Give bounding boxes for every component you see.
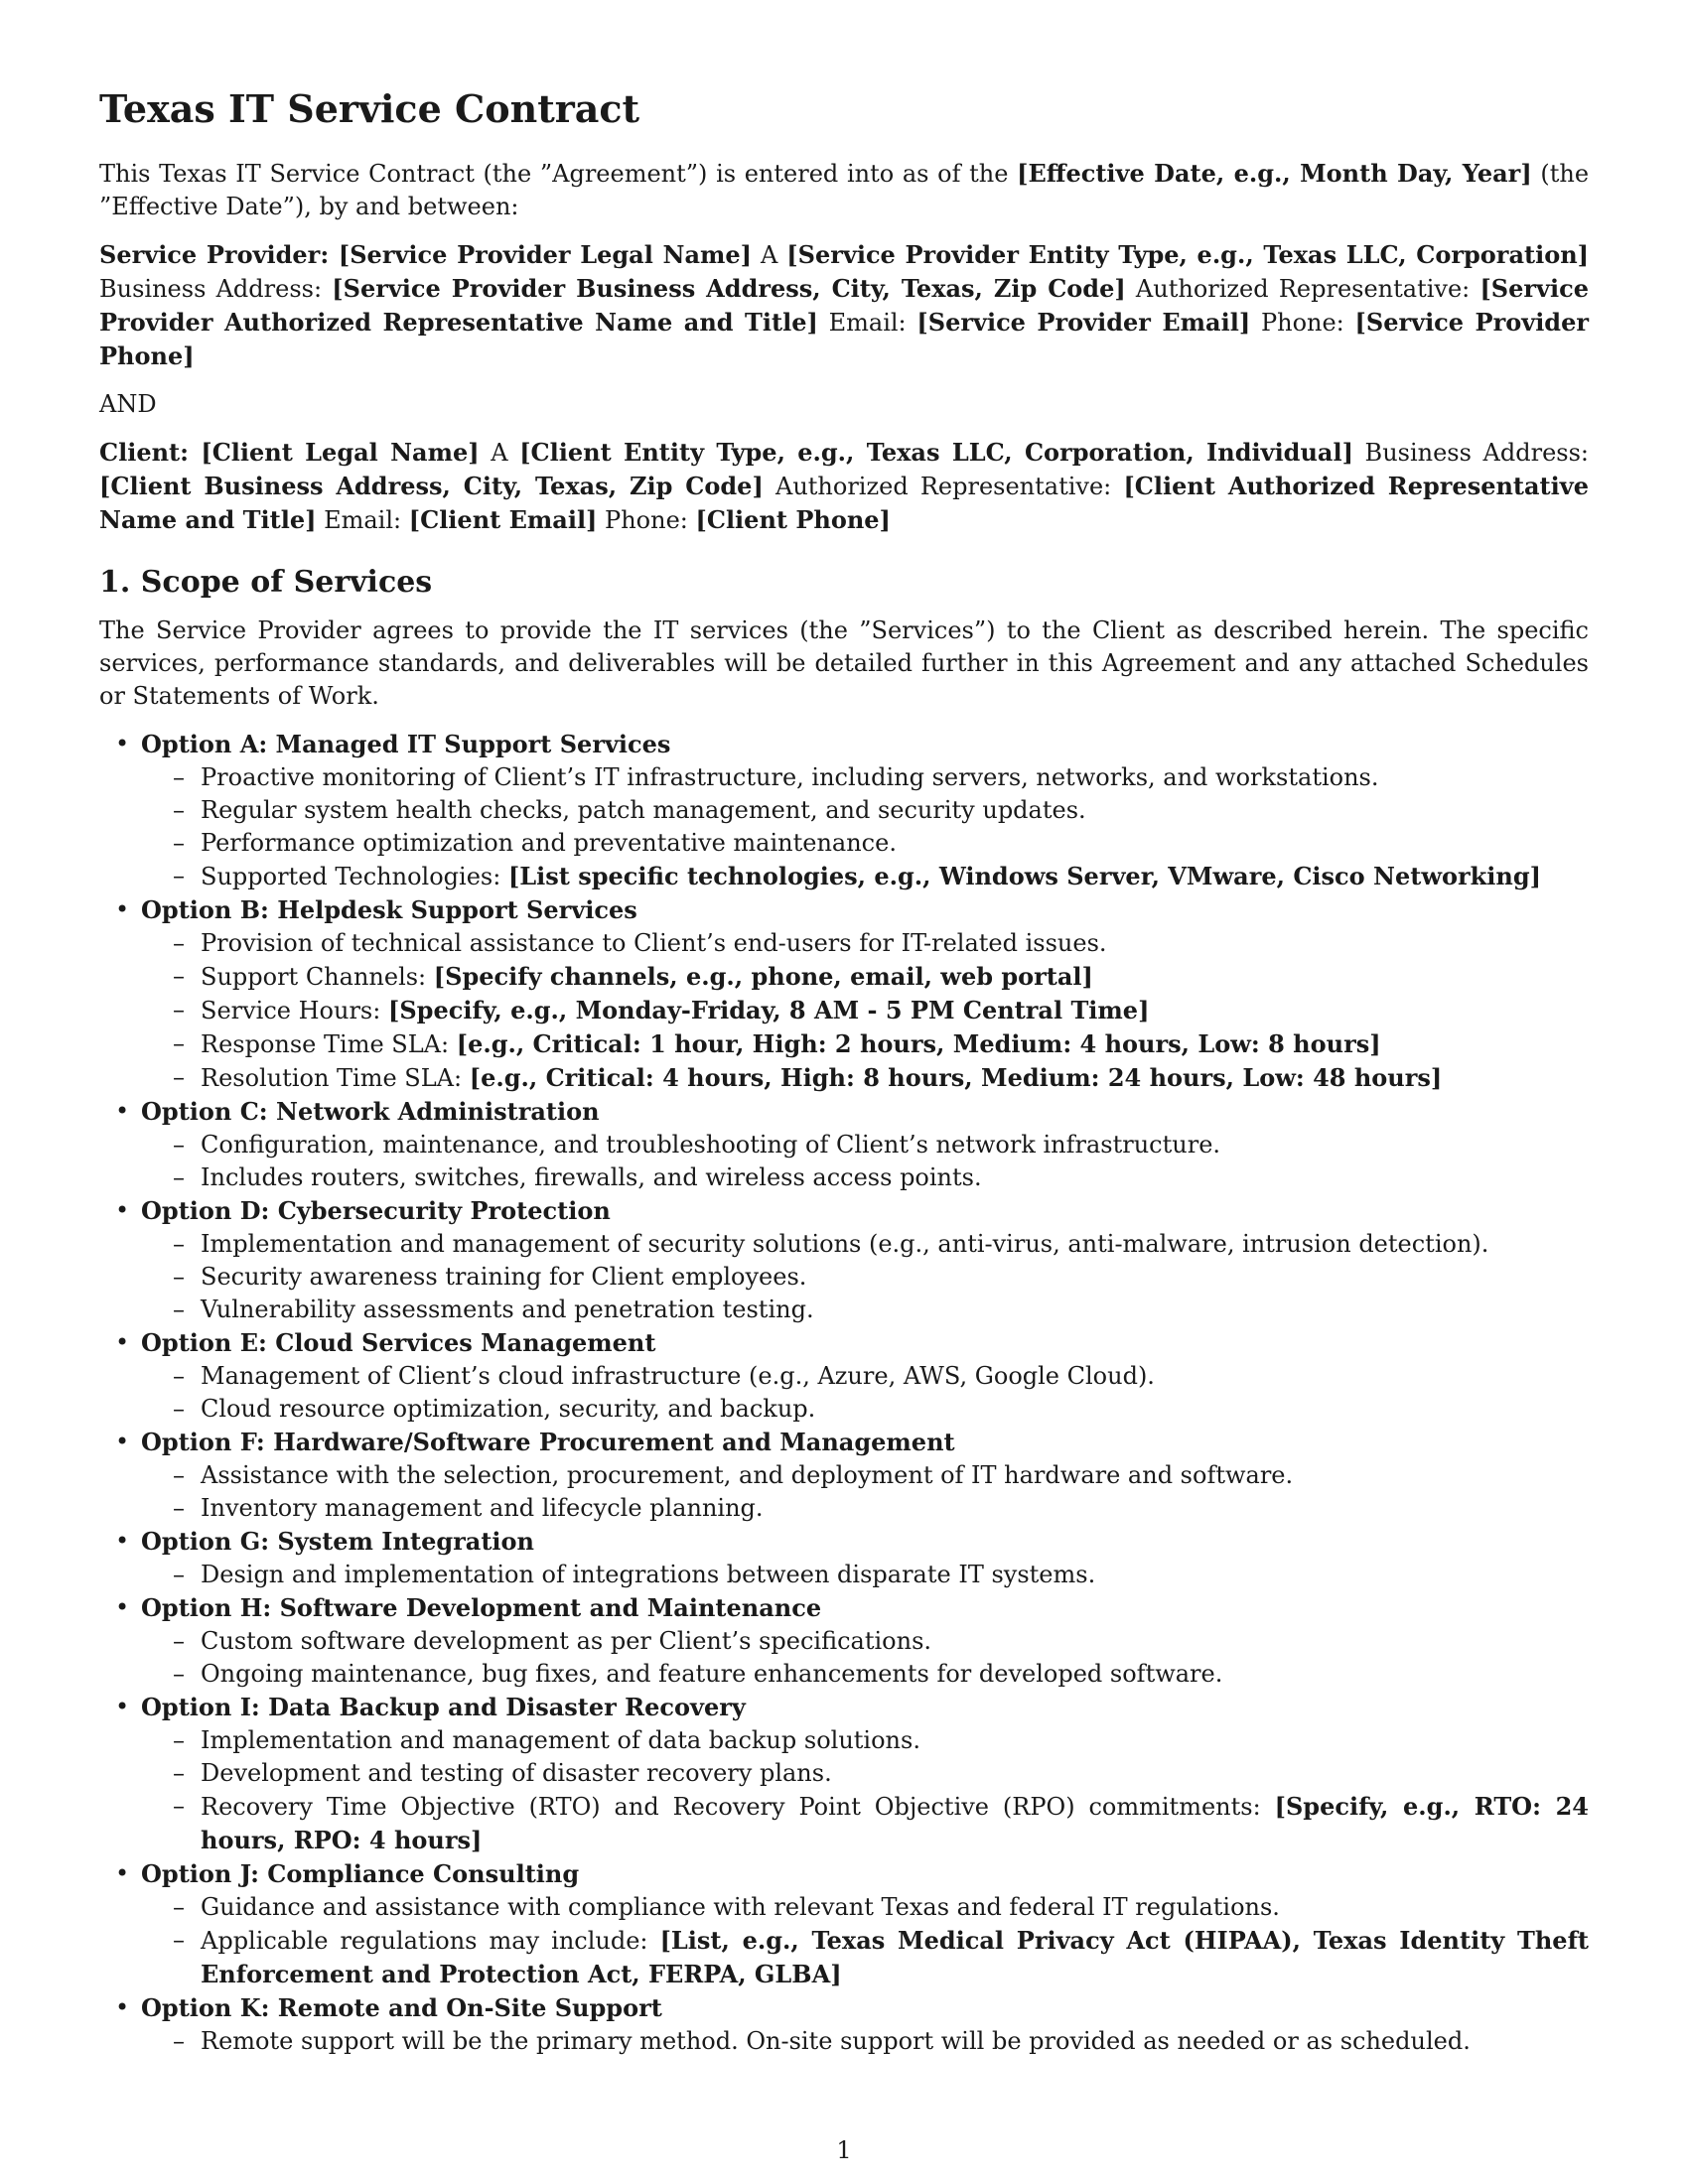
- effective-date-placeholder: [Effective Date, e.g., Month Day, Year]: [1017, 159, 1532, 188]
- option-title: Option G: System Integration: [141, 1527, 534, 1556]
- placeholder-field: [Client Authorized Representative Name and Title]: [99, 472, 1589, 534]
- text-run: Ongoing maintenance, bug fixes, and feature enhancements for developed software.: [201, 1660, 1223, 1688]
- option-detail-item: [201, 1261, 1589, 1294]
- scope-paragraph: The Service Provider agrees to provide the IT services (the ”Services”) to the Client as described herein. The specific services, performance standards, and deliverables will be detailed further in this Agreement and any attached Schedules or Statements of Work.: [99, 616, 1589, 710]
- option-detail-item: [201, 1492, 1589, 1525]
- service-option: [141, 1991, 1589, 2058]
- text-run: Supported Technologies:: [201, 863, 508, 890]
- option-detail-item: [201, 2025, 1589, 2058]
- option-details-list: [141, 761, 1589, 893]
- option-detail-item: [201, 1924, 1589, 1991]
- text-run: Support Channels:: [201, 963, 434, 991]
- text-run: Implementation and management of data backup solutions.: [201, 1726, 920, 1754]
- service-provider-block: [99, 238, 1589, 373]
- option-detail-item: [201, 1027, 1589, 1061]
- service-option: [141, 1591, 1589, 1691]
- service-option: [141, 1326, 1589, 1426]
- option-detail-item: [201, 1294, 1589, 1326]
- service-option: [141, 728, 1589, 893]
- option-title: Option H: Software Development and Maintenance: [141, 1593, 822, 1622]
- option-detail-item: [201, 1790, 1589, 1857]
- intro-text: This Texas IT Service Contract (the ”Agreement”) is entered into as of the: [99, 160, 1018, 188]
- option-title: Option F: Hardware/Software Procurement and Management: [141, 1428, 955, 1456]
- placeholder-field: [Service Provider Phone]: [99, 308, 1590, 370]
- service-options-list: [99, 728, 1589, 2058]
- option-detail-item: [201, 1360, 1589, 1393]
- placeholder-field: [List, e.g., Texas Medical Privacy Act (HIPAA), Texas Identity Theft Enforcement and Protection Act, FERPA, GLBA]: [201, 1926, 1589, 1988]
- placeholder-field: [e.g., Critical: 4 hours, High: 8 hours, Medium: 24 hours, Low: 48 hours]: [469, 1063, 1443, 1092]
- text-run: Applicable regulations may include:: [201, 1927, 660, 1955]
- text-run: Performance optimization and preventative maintenance.: [201, 829, 897, 857]
- option-detail-item: [201, 1891, 1589, 1924]
- text-run: Vulnerability assessments and penetration testing.: [201, 1296, 814, 1323]
- option-detail-item: [201, 1161, 1589, 1194]
- text-run: Custom software development as per Client’s specifications.: [201, 1627, 932, 1655]
- option-detail-item: [201, 1393, 1589, 1426]
- option-detail-item: [201, 1757, 1589, 1790]
- client-block: [99, 436, 1589, 537]
- placeholder-field: [Specify channels, e.g., phone, email, web portal]: [433, 962, 1093, 991]
- option-title: Option I: Data Backup and Disaster Recovery: [141, 1693, 746, 1721]
- option-detail-item: [201, 761, 1589, 794]
- option-detail-item: [201, 827, 1589, 860]
- option-details-list: [141, 1625, 1589, 1691]
- option-details-list: [141, 1724, 1589, 1857]
- option-detail-item: [201, 1658, 1589, 1691]
- placeholder-field: [Service Provider Email]: [916, 308, 1251, 337]
- text-run: Email:: [817, 309, 917, 337]
- service-option: [141, 1194, 1589, 1326]
- text-run: Cloud resource optimization, security, and backup.: [201, 1395, 816, 1423]
- service-option: [141, 893, 1589, 1095]
- service-option: [141, 1691, 1589, 1857]
- text-run: Resolution Time SLA:: [201, 1064, 470, 1092]
- text-run: Phone:: [597, 506, 696, 534]
- option-detail-item: [201, 1724, 1589, 1757]
- service-option: [141, 1426, 1589, 1525]
- option-detail-item: [201, 1061, 1589, 1095]
- section-heading-scope: 1. Scope of Services: [99, 565, 433, 600]
- intro-paragraph: [99, 157, 1589, 223]
- text-run: Management of Client’s cloud infrastructure (e.g., Azure, AWS, Google Cloud).: [201, 1362, 1155, 1390]
- text-run: Design and implementation of integrations between disparate IT systems.: [201, 1561, 1096, 1588]
- document-page: [99, 87, 1589, 2058]
- text-run: Assistance with the selection, procurement, and deployment of IT hardware and software.: [201, 1461, 1294, 1489]
- text-run: Response Time SLA:: [201, 1030, 457, 1058]
- text-run: Guidance and assistance with compliance with relevant Texas and federal IT regulations.: [201, 1893, 1280, 1921]
- text-run: Implementation and management of security solutions (e.g., anti-virus, anti-malware, intrusion detection).: [201, 1230, 1489, 1258]
- placeholder-field: [List specific technologies, e.g., Windows Server, VMware, Cisco Networking]: [507, 862, 1541, 890]
- placeholder-field: Client: [Client Legal Name]: [99, 438, 480, 467]
- and-separator: AND: [99, 390, 157, 418]
- option-title: Option K: Remote and On-Site Support: [141, 1993, 662, 2022]
- page-number: 1: [836, 2136, 852, 2164]
- text-run: Proactive monitoring of Client’s IT infrastructure, including servers, networks, and workstations.: [201, 763, 1379, 791]
- text-run: Service Hours:: [201, 997, 388, 1024]
- option-title: Option A: Managed IT Support Services: [141, 730, 671, 758]
- option-details-list: [141, 1891, 1589, 1991]
- text-run: Regular system health checks, patch management, and security updates.: [201, 796, 1086, 824]
- placeholder-field: [Specify, e.g., RTO: 24 hours, RPO: 4 hours]: [201, 1792, 1589, 1854]
- text-run: A: [752, 241, 787, 269]
- service-option: [141, 1525, 1589, 1591]
- text-run: Recovery Time Objective (RTO) and Recovery Point Objective (RPO) commitments:: [201, 1793, 1275, 1821]
- option-details-list: [141, 1360, 1589, 1426]
- option-title: Option D: Cybersecurity Protection: [141, 1196, 611, 1225]
- option-details-list: [141, 2025, 1589, 2058]
- option-detail-item: [201, 860, 1589, 893]
- text-run: A: [479, 439, 520, 467]
- option-detail-item: [201, 1228, 1589, 1261]
- text-run: Authorized Representative:: [763, 473, 1124, 500]
- placeholder-field: [Service Provider Business Address, City, Texas, Zip Code]: [332, 274, 1126, 303]
- service-option: [141, 1095, 1589, 1194]
- placeholder-field: [Specify, e.g., Monday-Friday, 8 AM - 5 PM Central Time]: [387, 996, 1150, 1024]
- placeholder-field: [Client Business Address, City, Texas, Zip Code]: [99, 472, 764, 500]
- intro-text: (the ”Effective Date”), by and between:: [99, 160, 1590, 220]
- text-run: Email:: [316, 506, 409, 534]
- option-details-list: [141, 927, 1589, 1095]
- option-title: Option C: Network Administration: [141, 1097, 600, 1126]
- option-title: Option J: Compliance Consulting: [141, 1859, 580, 1888]
- option-detail-item: [201, 960, 1589, 994]
- option-detail-item: [201, 927, 1589, 960]
- option-detail-item: [201, 794, 1589, 827]
- text-run: Provision of technical assistance to Client’s end-users for IT-related issues.: [201, 929, 1107, 957]
- text-run: Remote support will be the primary method. On-site support will be provided as needed or as scheduled.: [201, 2027, 1471, 2055]
- placeholder-field: [e.g., Critical: 1 hour, High: 2 hours, Medium: 4 hours, Low: 8 hours]: [456, 1029, 1381, 1058]
- option-detail-item: [201, 1559, 1589, 1591]
- placeholder-field: [Service Provider Entity Type, e.g., Texas LLC, Corporation]: [786, 240, 1590, 269]
- placeholder-field: [Client Email]: [408, 505, 598, 534]
- text-run: Security awareness training for Client employees.: [201, 1263, 807, 1291]
- placeholder-field: [Client Entity Type, e.g., Texas LLC, Corporation, Individual]: [519, 438, 1353, 467]
- text-run: Configuration, maintenance, and troubleshooting of Client’s network infrastructure.: [201, 1131, 1221, 1159]
- text-run: Inventory management and lifecycle planning.: [201, 1494, 764, 1522]
- option-title: Option B: Helpdesk Support Services: [141, 895, 637, 924]
- text-run: Development and testing of disaster recovery plans.: [201, 1759, 832, 1787]
- option-details-list: [141, 1129, 1589, 1194]
- option-detail-item: [201, 994, 1589, 1027]
- text-run: Business Address:: [99, 275, 333, 303]
- text-run: Authorized Representative:: [1125, 275, 1480, 303]
- option-detail-item: [201, 1625, 1589, 1658]
- service-option: [141, 1857, 1589, 1991]
- option-detail-item: [201, 1129, 1589, 1161]
- text-run: Phone:: [1250, 309, 1355, 337]
- text-run: Includes routers, switches, firewalls, and wireless access points.: [201, 1163, 982, 1191]
- option-title: Option E: Cloud Services Management: [141, 1328, 656, 1357]
- option-details-list: [141, 1559, 1589, 1591]
- option-details-list: [141, 1228, 1589, 1326]
- text-run: Business Address:: [1352, 439, 1590, 467]
- placeholder-field: [Client Phone]: [695, 505, 891, 534]
- placeholder-field: Service Provider: [Service Provider Legal Name]: [99, 240, 753, 269]
- placeholder-field: [Service Provider Authorized Representative Name and Title]: [99, 274, 1589, 337]
- document-title: Texas IT Service Contract: [99, 86, 640, 131]
- option-details-list: [141, 1459, 1589, 1525]
- option-detail-item: [201, 1459, 1589, 1492]
